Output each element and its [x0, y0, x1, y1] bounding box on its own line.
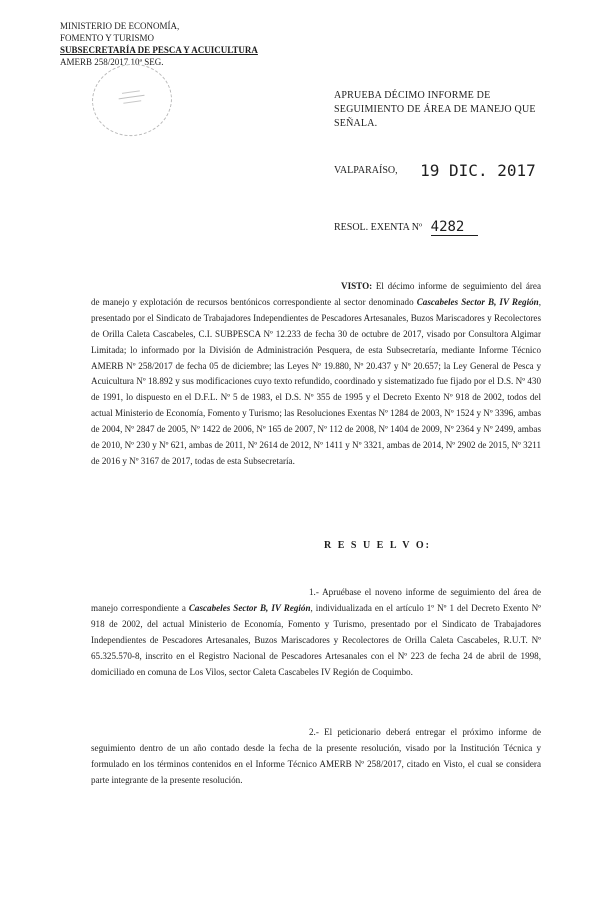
visto-sector: Cascabeles Sector B, IV Región: [416, 296, 539, 307]
article-1-sector: Cascabeles Sector B, IV Región: [188, 602, 311, 613]
header-ministry-sub: FOMENTO Y TURISMO: [60, 33, 155, 43]
visto-label: VISTO:: [341, 281, 373, 291]
article-2: [91, 725, 541, 789]
resuelvo-heading: R E S U E L V O:: [324, 540, 431, 551]
article-1-text-1: 1.- Apruébase el noveno informe de seguimiento del área de manejo correspondiente a: [91, 587, 541, 613]
visto-text-1: El décimo informe de seguimiento del área de manejo y explotación de recursos bentónicos correspondiente al sector denominado: [91, 281, 541, 307]
article-2-text: 2.- El peticionario deberá entregar el próximo informe de seguimiento dentro de un año contado desde la fecha de la presente resolución, visado por la Institución Técnica y formulado en los términos contenidos en el Informe Técnico AMERB Nº 258/2017, citado en Visto, el cual se considera parte integrante de la presente resolución.: [91, 727, 541, 785]
header-ministry: MINISTERIO DE ECONOMÍA,: [60, 21, 180, 31]
header-reference: AMERB 258/2017 10ª SEG.: [60, 57, 164, 67]
resolution-number-line: [334, 218, 478, 234]
visto-text-2: , presentado por el Sindicato de Trabajadores Independientes de Pescadores Artesanales, Buzos Mariscadores y Recolectores de Orilla Caleta Cascabeles, C.I. SUBPESCA Nº 12.233 de fecha 30 de octubre de 2017, visado por Consultora Algimar Limitada; lo informado por la División de Administración Pesquera, de esta Subsecretaría, mediante Informe Técnico AMERB Nº 258/2017 de fecha 05 de diciembre; las Leyes Nº 19.880, Nº 20.437 y Nº 20.657; la Ley General de Pesca y Acuicultura Nº 18.892 y sus modificaciones cuyo texto refundido, coordinado y sistematizado fue fijado por el D.S. Nº 430 de 1991, lo dispuesto en el D.F.L. Nº 5 de 1983, el D.S. Nº 355 de 1995 y el Decreto Exento Nº 918 de 2002, todos del actual Ministerio de Economía, Fomento y Turismo; las Resoluciones Exentas Nº 1284 de 2003, Nº 1524 y Nº 3396, ambas de 2004, Nº 2847 de 2005, Nº 1422 de 2006, Nº 165 de 2007, Nº 112 de 2008, Nº 1404 de 2009, Nº 2364 y Nº 2499, ambas de 2010, Nº 230 y Nº 621, ambas de 2011, Nº 2614 de 2012, Nº 1411 y Nº 3321, ambas de 2014, Nº 2902 de 2015, Nº 3211 de 2016 y Nº 3167 de 2017, todas de esta Subsecretaría.: [91, 296, 541, 466]
official-seal-stamp: [87, 59, 176, 141]
article-1: [91, 585, 541, 680]
resolution-label: RESOL. EXENTA Nº: [334, 222, 423, 233]
visto-paragraph: [91, 279, 541, 470]
date-stamp: 19 DIC. 2017: [420, 161, 536, 180]
place: VALPARAÍSO,: [334, 165, 398, 176]
place-date: [334, 158, 536, 180]
header-subsecretaria: SUBSECRETARÍA DE PESCA Y ACUICULTURA: [60, 45, 258, 55]
resolution-number: 4282: [431, 219, 479, 236]
article-1-text-2: , individualizada en el artículo 1º Nº 1 del Decreto Exento Nº 918 de 2002, del actual Ministerio de Economía, Fomento y Turismo, presentado por el Sindicato de Trabajadores Independientes de Pescadores Artesanales, Buzos Mariscadores y Recolectores de Orilla Caleta Cascabeles, R.U.T. Nº 65.325.570-8, inscrito en el Registro Nacional de Pescadores Artesanales con el Nº 223 de fecha 24 de abril de 1998, domiciliado en comuna de Los Vilos, sector Caleta Cascabeles IV Región de Coquimbo.: [91, 602, 541, 677]
seal-icon: [115, 85, 147, 109]
resolution-topic: APRUEBA DÉCIMO INFORME DE SEGUIMIENTO DE ÁREA DE MANEJO QUE SEÑALA.: [334, 90, 536, 129]
ministry-header: [60, 20, 258, 68]
